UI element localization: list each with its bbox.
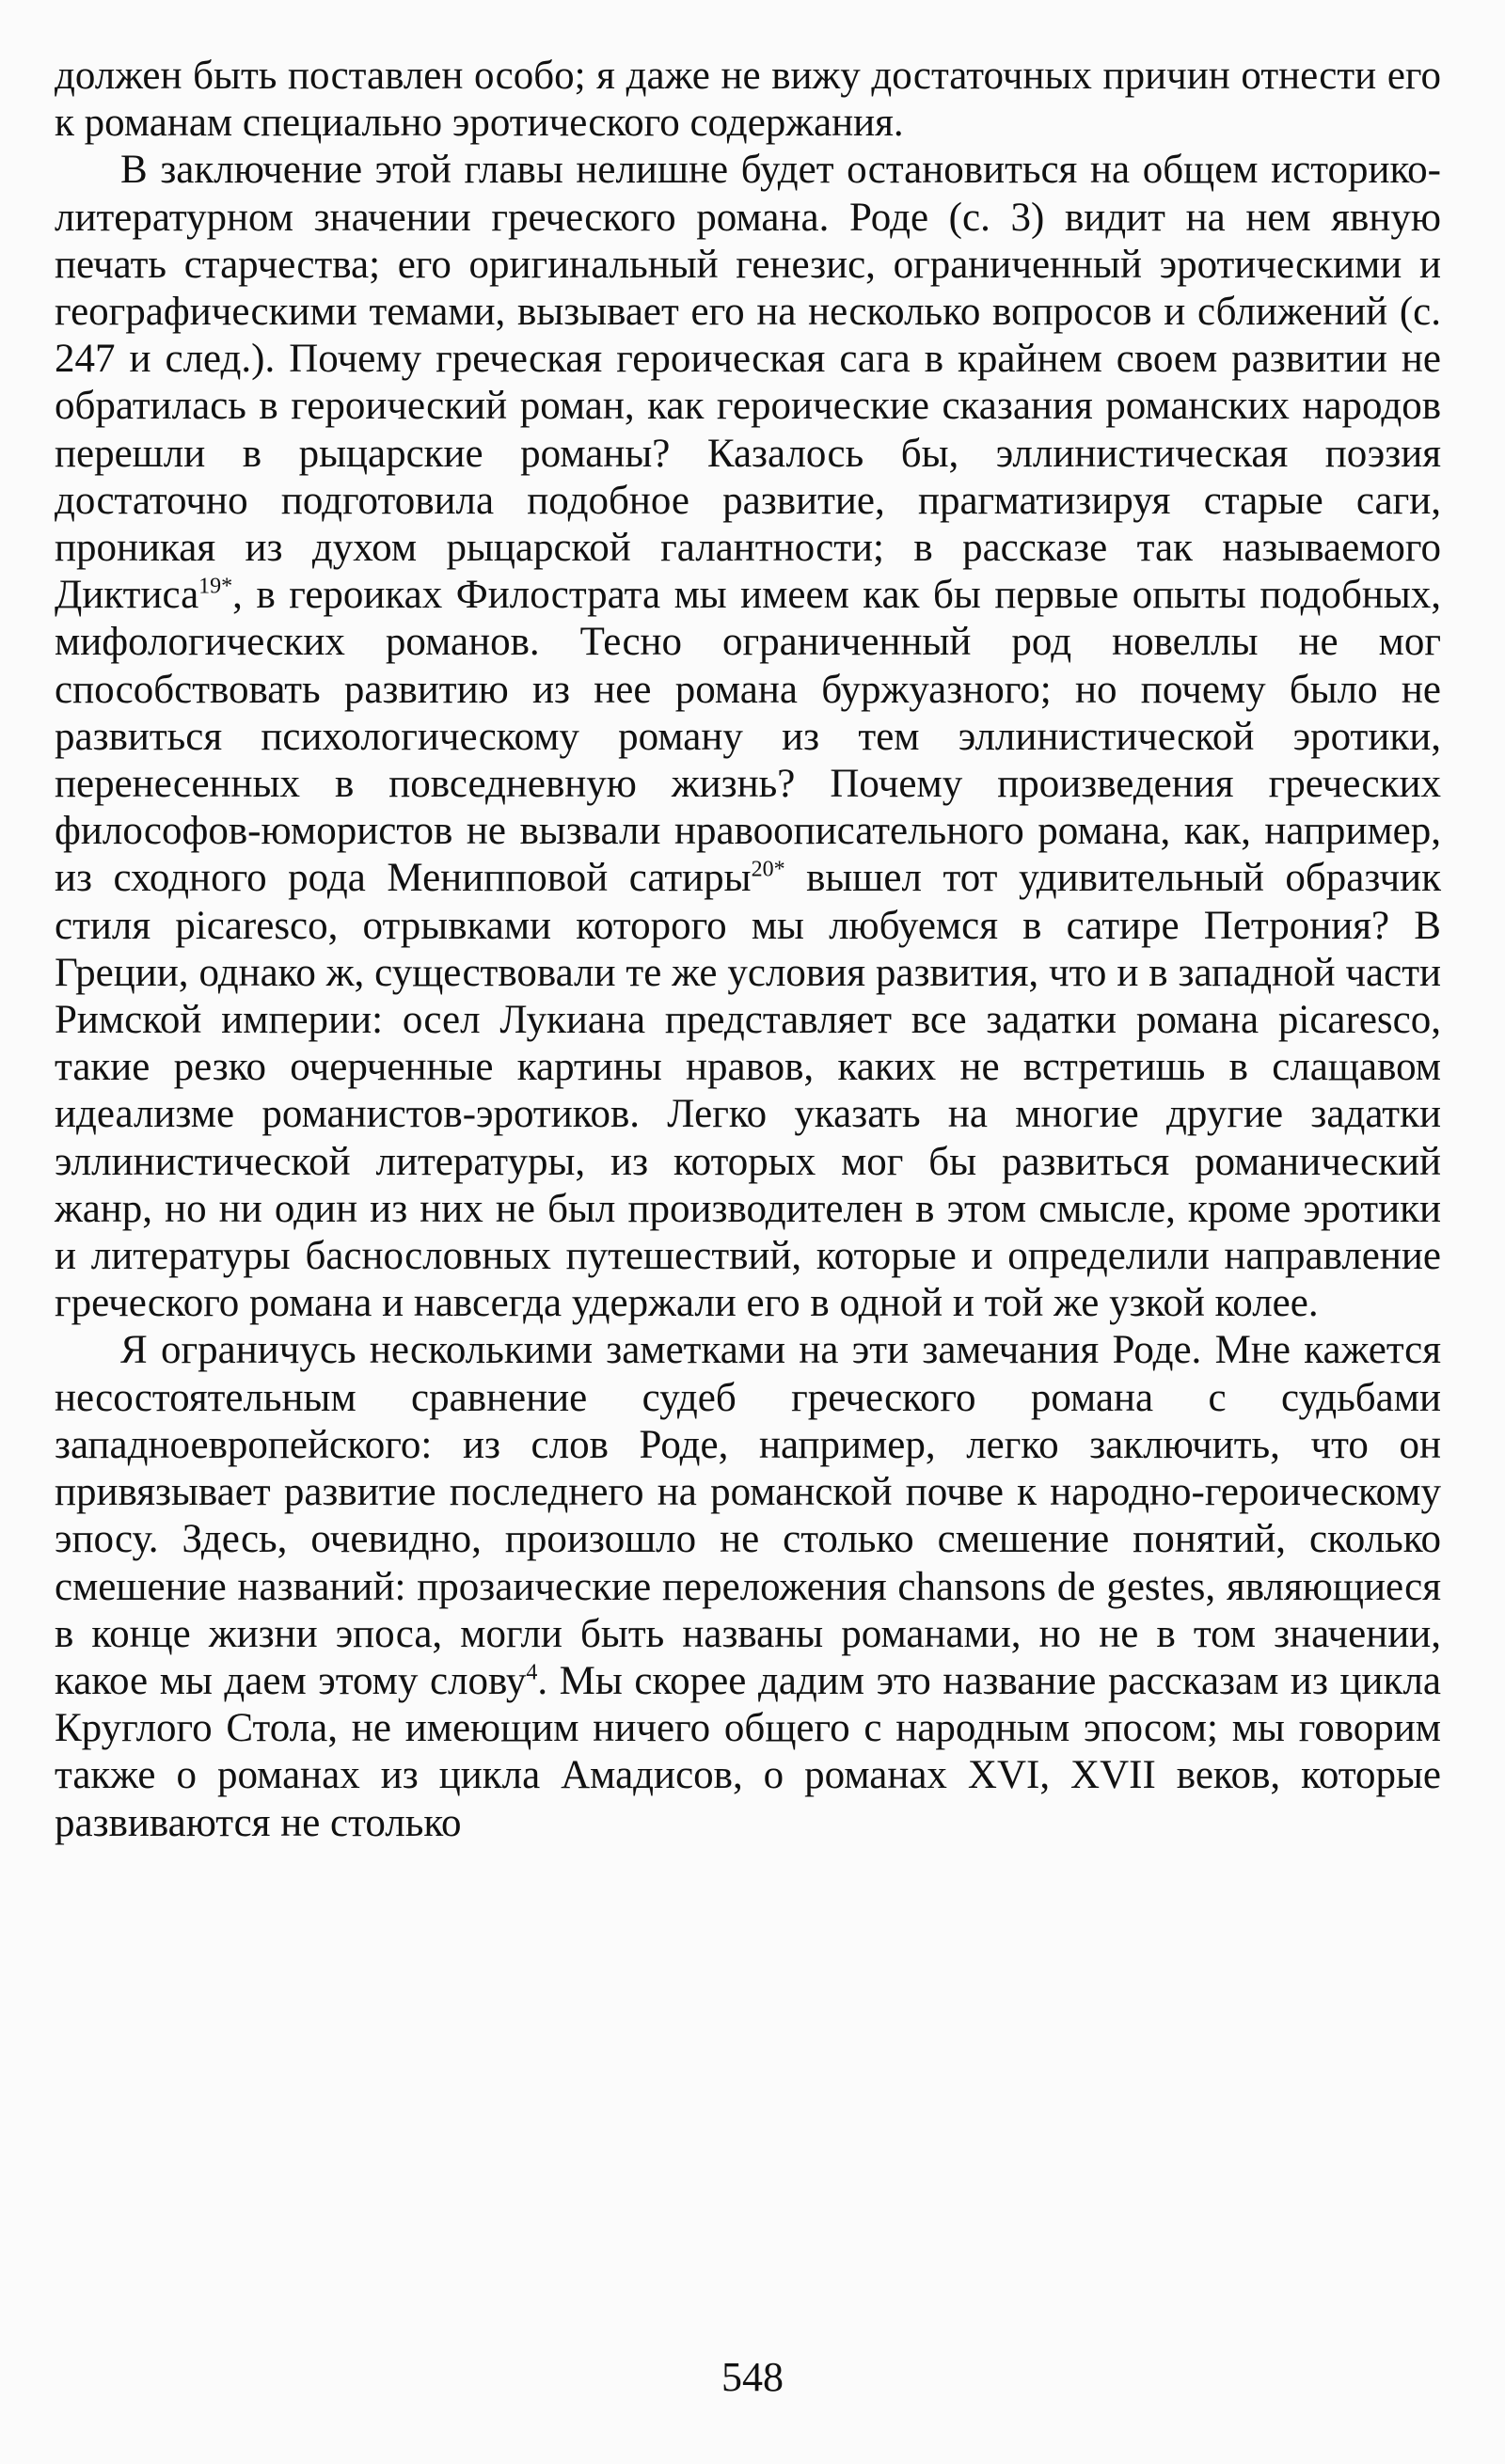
paragraph-text: Я ограничусь несколькими заметками на эти замечания Роде. Мне кажется несостоятельным сравнение судеб греческого романа с судьбами западноевропейского: из слов Роде, например, легко заключить, что он привязывает развитие последнего на романской почве к народно-героическому эпосу. Здесь, очевидно, произошло не столько смешение понятий, сколько смешение названий: прозаические переложения chansons de gestes, являющиеся в конце жизни эпоса, могли быть названы романами, но не в том значении, какое мы даем этому слову (55, 1328, 1441, 1703)
body-text (55, 53, 1441, 1847)
paragraph (55, 147, 1441, 1327)
paragraph-text: . Мы скорее дадим это название рассказам из цикла Круглого Стола, не имеющим ничего общего с народным эпосом; мы говорим также о романах из цикла Амадисов, о романах XVI, XVII веков, которые развиваются не столько (55, 1658, 1441, 1845)
page-number: 548 (721, 2354, 784, 2400)
footnote-marker: 4 (526, 1660, 538, 1685)
footnote-marker: 20* (751, 858, 785, 883)
footnote-marker: 19* (198, 574, 233, 599)
paragraph-text: В заключение этой главы нелишне будет остановиться на общем историко-литературном значении греческого романа. Роде (с. 3) видит на нем явную печать старчества; его оригинальный генезис, ограниченный эротическими и географическими темами, вызывает его на несколько вопросов и сближений (с. 247 и след.). Почему греческая героическая сага в крайнем своем развитии не обратилась в героический роман, как героические сказания романских народов перешли в рыцарские романы? Казалось бы, эллинистическая поэзия достаточно подготовила подобное развитие, прагматизируя старые саги, проникая из духом рыцарской галантности; в рассказе так называемого Диктиса (55, 148, 1441, 618)
paragraph-text: , в героиках Филострата мы имеем как бы первые опыты подобных, мифологических романов. Тесно ограниченный род новеллы не мог способствовать развитию из нее романа буржуазного; но почему было не развиться психологическому роману из тем эллинистической эротики, перенесенных в повседневную жизнь? Почему произведения греческих философов-юмористов не вызвали нравоописательного романа, как, например, из сходного рода Менипповой сатиры (55, 573, 1441, 901)
paragraph (55, 1327, 1441, 1846)
paragraph-text: вышел тот удивительный образчик стиля picaresco, отрывками которого мы любуемся в сатире Петрония? В Греции, однако ж, существовали те же условия развития, что и в западной части Римской империи: осел Лукиана представляет все задатки романа picaresco, такие резко очерченные картины нравов, каких не встретишь в слащавом идеализме романистов-эротиков. Легко указать на многие другие задатки эллинистической литературы, из которых мог бы развиться романический жанр, но ни один из них не был производителен в этом смысле, кроме эротики и литературы баснословных путешествий, которые и определили направление греческого романа и навсегда удержали его в одной и той же узкой колее. (55, 856, 1441, 1326)
paragraph-text: должен быть поставлен особо; я даже не вижу достаточных причин отнести его к романам специально эротического содержания. (55, 54, 1441, 146)
paragraph (55, 53, 1441, 147)
